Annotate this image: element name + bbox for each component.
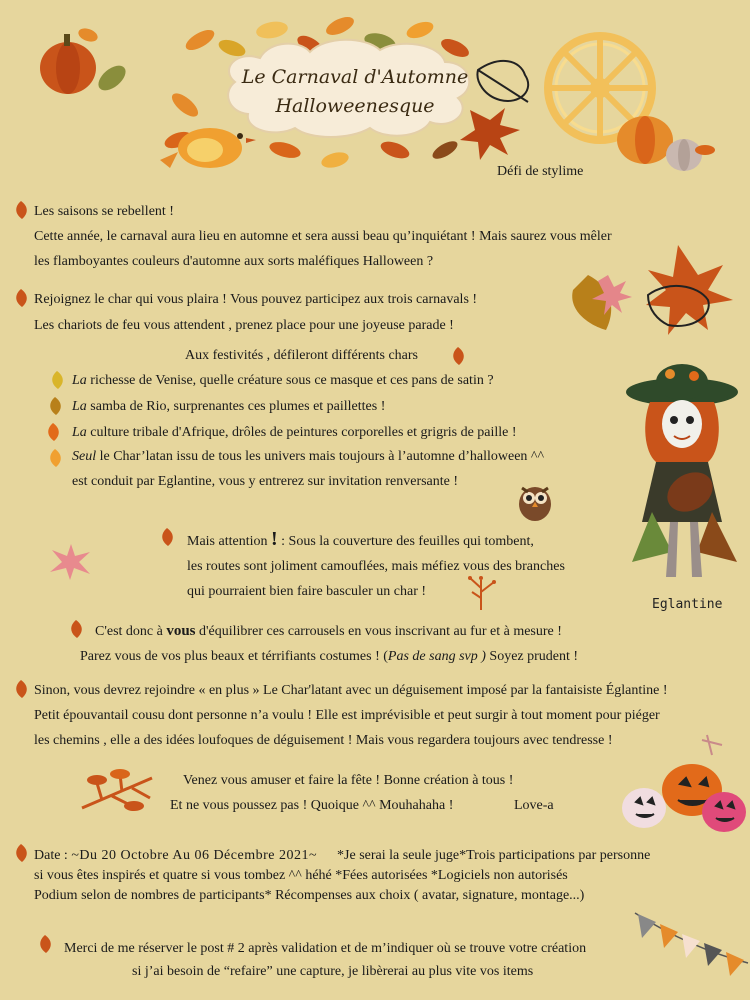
rules-line-2: si vous êtes inspirés et quatre si vous tombez ^^ héhé *Fées autorisées *Logiciels non autorisés <box>34 868 568 883</box>
leaf-bullet-icon <box>46 396 64 416</box>
leaf-bullet-icon <box>449 346 467 366</box>
fun-line-2: Et ne vous poussez pas ! Quoique ^^ Mouhahaha ! <box>170 798 454 813</box>
bunting-decoration <box>630 908 750 988</box>
rules-line-3: Podium selon de nombres de participants* Récompenses aux choix ( avatar, signature, montage...) <box>34 888 585 903</box>
rules-line-1: Date : ~Du 20 Octobre Au 06 Décembre 2021~ *Je serai la seule juge*Trois participations par personne <box>34 848 651 863</box>
leaf-bullet-icon <box>67 619 85 639</box>
intro-line-2: Cette année, le carnaval aura lieu en automne et sera aussi beau qu’inquiétant ! Mais saurez vous mêler <box>34 229 612 244</box>
character-signature: Eglantine <box>652 597 723 612</box>
leaf-bullet-icon <box>158 527 176 547</box>
warning-line-1: Mais attention ! : Sous la couverture des feuilles qui tombent, <box>187 528 534 550</box>
leaf-bullet-icon <box>46 448 64 468</box>
outline-leaf-icon <box>477 61 528 102</box>
festivity-item-4: Seul le Char’latan issu de tous les univers mais toujours à l’automne d’halloween ^^ <box>72 449 545 464</box>
leaf-bullet-icon <box>12 679 30 699</box>
warning-line-2: les routes sont joliment camouflées, mais méfiez vous des branches <box>187 559 565 574</box>
join-line-1: Rejoignez le char qui vous plaira ! Vous pouvez participez aux trois carnavals ! <box>34 292 478 307</box>
else-line-3: les chemins , elle a des idées loufoques de déguisement ! Mais vous regardera toujours avec tendresse ! <box>34 733 613 748</box>
intro-line-1: Les saisons se rebellent ! <box>34 204 174 219</box>
halloween-pumpkins <box>612 730 750 840</box>
author-signature: Love-a <box>514 798 554 813</box>
fun-line-1: Venez vous amuser et faire la fête ! Bonne création à tous ! <box>183 773 514 788</box>
branch-leaf-icon <box>72 768 162 818</box>
pumpkins-right <box>617 116 715 171</box>
join-line-2: Les chariots de feu vous attendent , prenez place pour une joyeuse parade ! <box>34 318 454 333</box>
page-subtitle: Défi de stylime <box>497 164 584 179</box>
eglantine-character <box>612 362 750 592</box>
leaf-bullet-icon <box>36 934 54 954</box>
page-title-line1: Le Carnaval d'Automne <box>241 66 469 88</box>
intro-line-3: les flamboyantes couleurs d'automne aux sorts maléfiques Halloween ? <box>34 254 434 269</box>
leaf-bullet-icon <box>12 200 30 220</box>
leaf-bullet-icon <box>44 422 62 442</box>
else-line-2: Petit épouvantail cousu dont personne n’a voulu ! Elle est imprévisible et peut surgir à tout moment pour piéger <box>34 708 660 723</box>
leaf-bullet-icon <box>48 370 66 390</box>
festivity-item-4-continued: est conduit par Eglantine, vous y entrerez sur invitation renversante ! <box>72 474 459 489</box>
pink-leaf-icon <box>46 540 96 580</box>
balance-line-1: C'est donc à vous d'équilibrer ces carrousels en vous inscrivant au fur et à mesure ! <box>95 623 562 639</box>
page-title-line2: Halloweenesque <box>275 95 435 117</box>
owl-illustration <box>510 478 560 524</box>
festivity-item-2: La samba de Rio, surprenantes ces plumes et paillettes ! <box>72 399 386 414</box>
leaf-bullet-icon <box>12 843 30 863</box>
leaf-bullet-icon <box>12 288 30 308</box>
closing-line-1: Merci de me réserver le post # 2 après validation et de m’indiquer où se trouve votre création <box>64 941 587 956</box>
twig-icon <box>460 570 502 612</box>
warning-line-3: qui pourraient bien faire basculer un char ! <box>187 584 427 599</box>
else-line-1: Sinon, vous devrez rejoindre « en plus » Le Char'latant avec un déguisement imposé par la fantaisiste Églantine ! <box>34 683 668 698</box>
title-cloud <box>228 40 469 137</box>
festivity-item-3: La culture tribale d'Afrique, drôles de peintures corporelles et grigris de paille ! <box>72 425 517 440</box>
pumpkin-left <box>40 26 130 95</box>
autumn-leaves-right <box>548 235 748 345</box>
closing-line-2: si j’ai besoin de “refaire” une capture, je libèrerai au plus vite vos items <box>132 964 534 979</box>
festivities-heading: Aux festivités , défileront différents chars <box>185 348 419 363</box>
balance-line-2: Parez vous de vos plus beaux et térrifiants costumes ! (Pas de sang svp ) Soyez prudent ! <box>80 649 579 664</box>
festivity-item-1: La richesse de Venise, quelle créature sous ce masque et ces pans de satin ? <box>72 373 494 388</box>
